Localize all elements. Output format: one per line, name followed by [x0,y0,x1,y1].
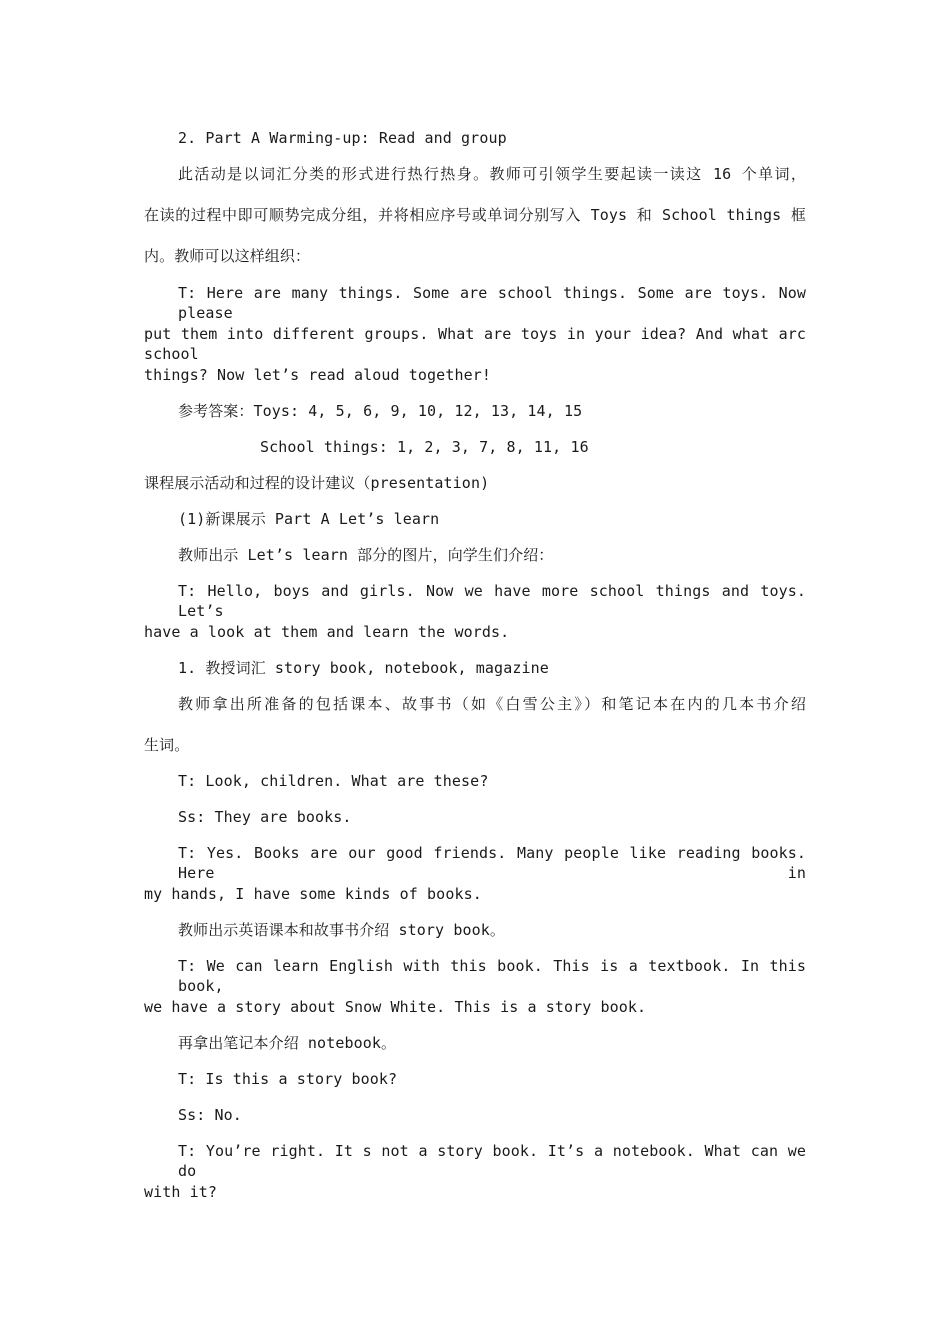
dialogue-line: T: Hello, boys and girls. Now we have more school things and toys. Let’s [178,582,806,620]
section-heading-warming-up: 2. Part A Warming-up: Read and group [178,129,507,147]
dialogue-line: have a look at them and learn the words. [144,623,510,641]
dialogue-line: T: You’re right. It s not a story book. It’s a notebook. What can we do [178,1142,806,1180]
dialogue-line: with it? [144,1183,218,1201]
paragraph-line: 教师出示 Let’s learn 部分的图片，向学生们介绍： [178,546,554,564]
subsection-heading: 1. 教授词汇 story book, notebook, magazine [178,659,549,677]
dialogue-line: T: Yes. Books are our good friends. Many people like reading books. Here in [178,844,806,882]
subsection-heading: (1)新课展示 Part A Let’s learn [178,510,440,528]
paragraph-line: 教师拿出所准备的包括课本、故事书（如《白雪公主》）和笔记本在内的几本书介绍 [178,695,806,713]
dialogue-line: put them into different groups. What are toys in your idea? And what arc school [144,325,806,363]
paragraph-line: 教师出示英语课本和故事书介绍 story book。 [178,921,505,939]
paragraph-line: 在读的过程中即可顺势完成分组，并将相应序号或单词分别写入 Toys 和 School things 框 [144,206,806,224]
paragraph-line: 内。教师可以这样组织： [144,247,311,265]
paragraph-line: 再拿出笔记本介绍 notebook。 [178,1034,397,1052]
answer-key-school-things: School things: 1, 2, 3, 7, 8, 11, 16 [260,438,589,456]
dialogue-line: T: Is this a story book? [178,1070,398,1088]
paragraph-line: 生词。 [144,736,190,754]
answer-key-toys: 参考答案：Toys: 4, 5, 6, 9, 10, 12, 13, 14, 15 [178,402,583,420]
dialogue-line: my hands, I have some kinds of books. [144,885,482,903]
dialogue-line: things? Now let’s read aloud together! [144,366,491,384]
dialogue-line: T: Here are many things. Some are school things. Some are toys. Now please [178,284,806,322]
dialogue-line: Ss: They are books. [178,808,352,826]
section-heading-presentation: 课程展示活动和过程的设计建议（presentation) [144,474,490,492]
dialogue-line: Ss: No. [178,1106,242,1124]
paragraph-line: 此活动是以词汇分类的形式进行热行热身。教师可引领学生要起读一读这 16 个单词， [178,165,806,183]
dialogue-line: we have a story about Snow White. This is a story book. [144,998,647,1016]
dialogue-line: T: Look, children. What are these? [178,772,489,790]
dialogue-line: T: We can learn English with this book. This is a textbook. In this book, [178,957,806,995]
